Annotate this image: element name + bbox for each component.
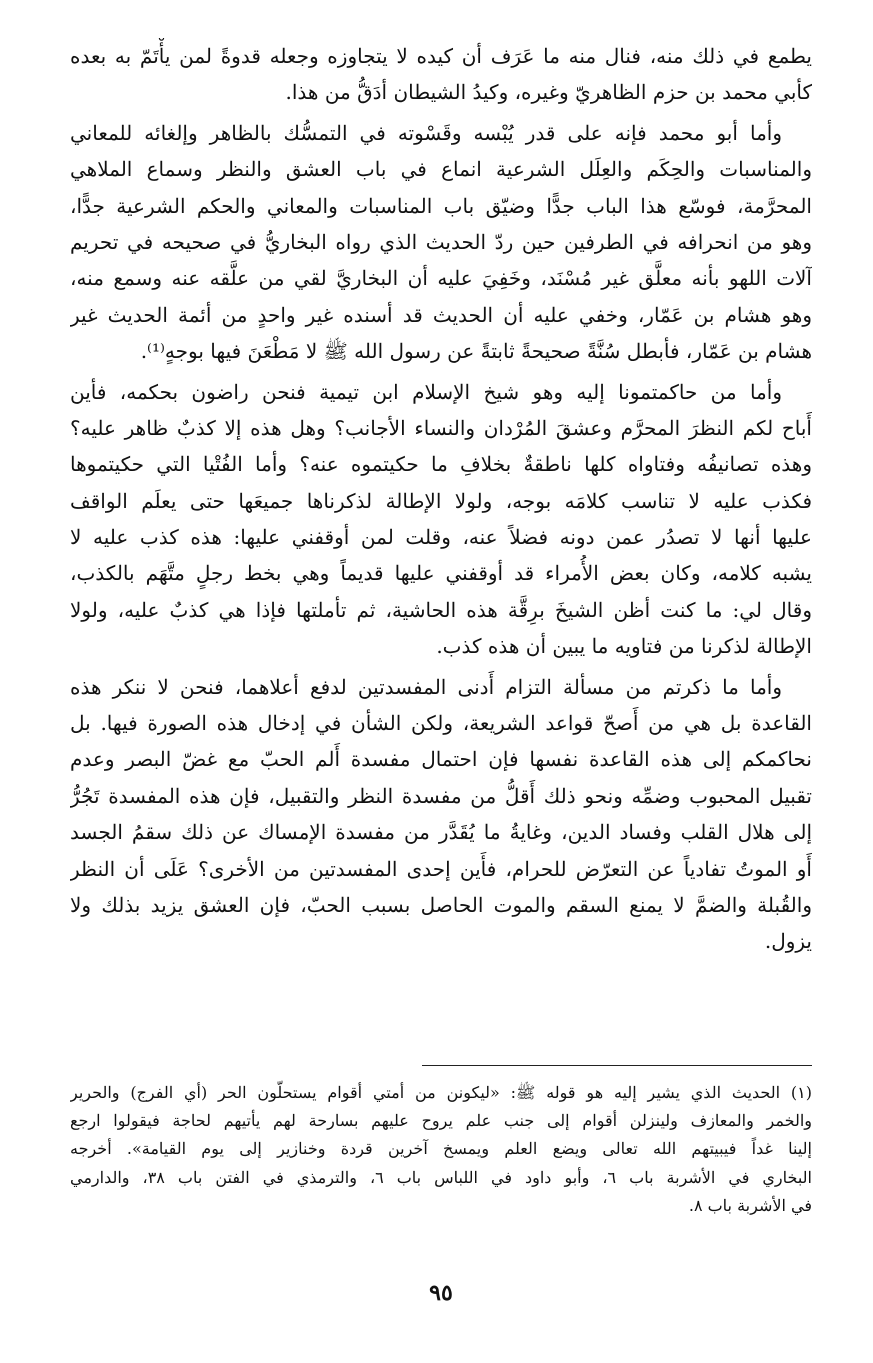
text-line: وهذه تصانيفُه وفتاواه كلها ناطقةٌ بخلافِ ما حكيتموه عنه؟ وأما الفُتْيا التي حكيتموها: [70, 452, 812, 477]
paragraph: [70, 38, 812, 111]
text-line: المحرَّمة، فوسّع هذا الباب جدًّا وضيّق باب المناسبات والمعاني والحكم الشرعية جدًّا،: [70, 193, 812, 218]
footnote-line: (١) الحديث الذي يشير إليه هو قوله ﷺ: «ليكونن من أمتي أقوام يستحلّون الحر (أي الفرج) والحرير: [70, 1083, 812, 1102]
text-line: تقبيل المحبوب وضمِّه ونحو ذلك أَقلُّ من مفسدة النظر والتقبيل، فإن هذه المفسدة تَجُرُّ: [70, 783, 812, 808]
footnote-line: والخمر والمعازف ولينزلن أقوام إلى جنب علم يروح عليهم بسارحة لهم يأتيهم لحاجة فيقولوا ارجع: [70, 1111, 812, 1131]
page-number: ٩٥: [429, 1280, 453, 1306]
footnote-line: في الأشربة باب ٨.: [688, 1195, 812, 1215]
text-line: أَباح لكم النظرَ المحرَّم وعشقَ المُرْدان والنساء الأجانب؟ وهل هذه إلا كذبٌ ظاهر عليه؟: [70, 415, 812, 440]
footnote-line: إلينا غداً فيبيتهم الله تعالى ويضع العلم ويمسخ آخرين قردة وخنازير إلى يوم القيامة». أخرجه: [70, 1139, 812, 1159]
text-line: وقال لي: ما كنت أظن الشيخَ برِقَّة هذه الحاشية، ثم تأملتها فإذا هي كذبٌ عليه، ولولا: [70, 597, 812, 622]
text-line: نحاكمكم إلى هذه القاعدة نفسها فإن احتمال مفسدة أَلم الحبّ مع غضّ البصر وعدم: [70, 747, 812, 772]
paragraph: [70, 115, 812, 370]
book-page: [70, 38, 812, 1338]
text-line: وأما من حاكمتمونا إليه وهو شيخ الإسلام ابن تيمية فنحن راضون بحكمه، فأين: [70, 379, 782, 404]
text-line: وهو من انحرافه في الطرفين حين ردّ الحديث الذي رواه البخاريُّ في صحيحه في تحريم: [70, 229, 812, 254]
text-line: يشبه كلامه، وكان بعض الأُمراء قد أوقفني عليها قديماً وهي بخط رجلٍ متَّهَم بالكذب،: [70, 561, 812, 586]
text-line: وأما ما ذكرتم من مسألة التزام أَدنى المفسدتين لدفع أعلاهما، فنحن لا ننكر هذه: [70, 674, 782, 699]
paragraph: [70, 669, 812, 960]
text-line: إلى هلال القلب وفساد الدين، وغايةُ ما يُقَدَّر من مفسدة الإمساك عن ذلك سقمُ الجسد: [70, 820, 812, 845]
paragraph: [70, 374, 812, 665]
text-line: هشام بن عَمّار، فأبطل سُنَّةً صحيحةً ثابتةً عن رسول الله ﷺ لا مَطْعَنَ فيها بوجهٍ⁽¹⁾.: [140, 339, 812, 364]
text-line: القاعدة بل هي من أَصحّ قواعد الشريعة، ولكن الشأن في إدخال هذه الصورة فيها. بل: [70, 711, 812, 736]
footnote-line: البخاري في الأشربة باب ٦، وأبو داود في اللباس باب ٦، والترمذي في الفتن باب ٣٨، والدارمي: [70, 1167, 812, 1187]
text-line: يزول.: [764, 929, 812, 954]
text-line: أَو الموتُ تفادياً عن التعرّض للحرام، فأَين إحدى المفسدتين من الأخرى؟ عَلَى أن النظر: [70, 856, 812, 881]
text-line: فكذب عليه لا تناسب كلامَه بوجه، ولولا الإطالة لذكرناها جميعَها حتى يعلَم الواقف: [70, 488, 812, 513]
footnote: [70, 1079, 812, 1220]
text-line: آلات اللهو بأنه معلَّق غير مُسْنَد، وخَفِيَ عليه أن البخاريَّ لقي من علَّقه عنه وسمع منه،: [70, 266, 812, 291]
text-line: وهو هشام بن عَمّار، وخفي عليه أن الحديث قد أسنده غير واحدٍ من أئمة الحديث غير: [70, 302, 812, 327]
text-line: كأبي محمد بن حزم الظاهريّ وغيره، وكيدُ الشيطان أدَقُّ من هذا.: [285, 80, 812, 105]
text-line: يطمع في ذلك منه، فنال منه ما عَرَف أن كيده لا يتجاوزه وجعله قدوةً لمن يأْتَمّ به بعده: [70, 44, 812, 68]
text-line: وأما أبو محمد فإنه على قدر يُبْسه وقَسْوته في التمسُّك بالظاهر وإلغائه للمعاني: [70, 120, 782, 145]
text-line: والمناسبات والحِكَم والعِلَل الشرعية انماع في باب العشق والنظر وسماع الملاهي: [70, 157, 812, 182]
text-line: عليها أنها لا تصدُر عمن دونه فضلاً عنه، وقلت لمن أوقفني عليها: هذه كذب عليه لا: [70, 525, 812, 550]
main-text: [70, 38, 812, 960]
text-line: والقُبلة والضمَّ لا يمنع السقم والموت الحاصل بسبب الحبّ، فإن العشق يزيد بذلك ولا: [70, 892, 812, 917]
footnote-separator: [422, 1065, 812, 1066]
text-line: الإطالة لذكرنا من فتاويه ما يبين أن هذه كذب.: [436, 634, 812, 659]
